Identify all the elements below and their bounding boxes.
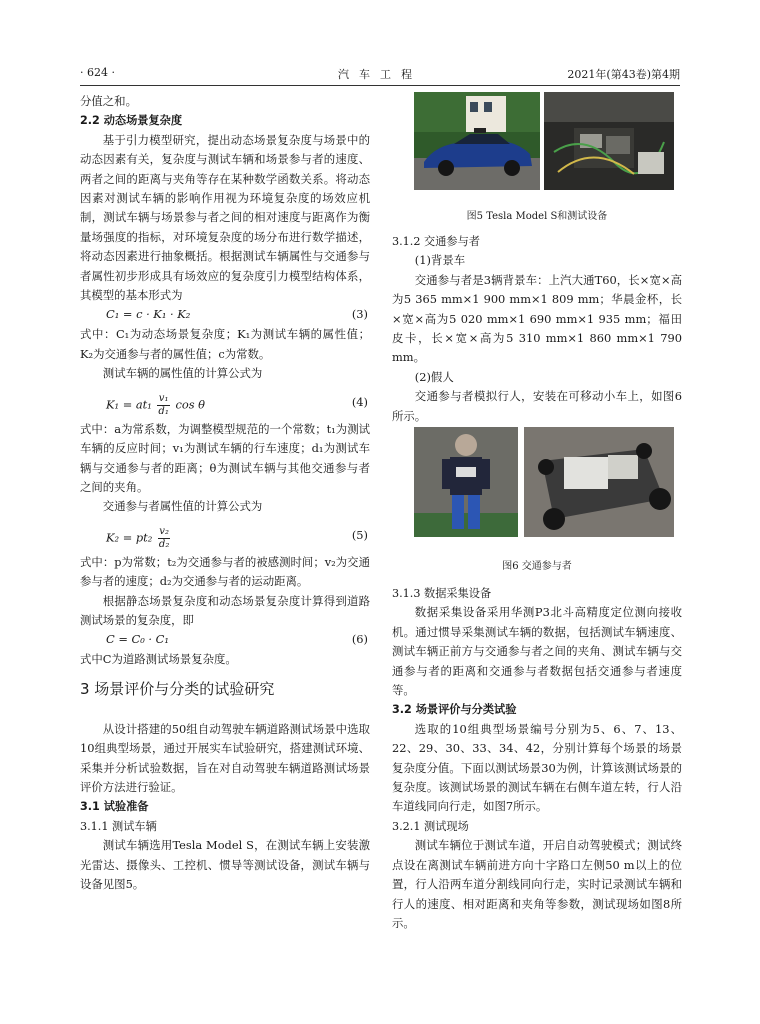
figure-5-equipment-photo — [544, 92, 674, 190]
paragraph: 式中C为道路测试场景复杂度。 — [80, 652, 237, 667]
section-heading-3: 3 场景评价与分类的试验研究 — [80, 679, 275, 698]
numerator: v₁ — [158, 392, 169, 404]
equation-formula — [106, 526, 172, 551]
movable-cart-image — [524, 427, 674, 537]
header-rule — [80, 85, 680, 86]
equation-number: (3) — [351, 307, 368, 322]
equation-number: (5) — [351, 527, 368, 542]
paragraph: 从设计搭建的50组自动驾驶车辆道路测试场景中选取10组典型场景，通过开展实车试验研究，搭建测试环境、采集并分析试验数据，旨在对自动驾驶车辆道路测试场景评价方法进行验证。 — [80, 721, 370, 794]
paragraph: 选取的10组典型场景编号分别为5、6、7、13、22、29、30、33、34、42，分别计算每个场景的场景复杂度分值。下面以测试场景30为例，计算该测试场景的复杂度。该测试场景的测试车辆在右侧车道左转，行人沿车道线同向行走，如图7所示。 — [392, 721, 682, 814]
paragraph: 交通参与者是3辆背景车：上汽大通T60，长×宽×高为5 365 mm×1 900 mm×1 809 mm；华晨金杯，长×宽×高为5 020 mm×1 690 mm×1 935 mm；福田皮卡，长×宽×高为5 310 mm×1 860 mm×1 790 mm。 — [392, 272, 682, 365]
subheading: (2)假人 — [414, 369, 454, 384]
issue-info: 2021年(第43卷)第4期 — [567, 68, 680, 81]
section-heading-2-2: 2.2 动态场景复杂度 — [80, 114, 183, 128]
tesla-car-image — [414, 92, 540, 190]
paragraph: 测试车辆的属性值的计算公式为 — [102, 366, 263, 381]
left-column — [80, 92, 370, 894]
fraction — [158, 526, 170, 551]
equation-5 — [80, 517, 370, 553]
equation-lhs: K₂ = pt₂ — [106, 530, 153, 545]
pedestrian-dummy-image — [414, 427, 518, 537]
equation-6 — [80, 630, 370, 650]
section-heading-3-1: 3.1 试验准备 — [80, 800, 149, 814]
paragraph: 式中：C₁为动态场景复杂度；K₁为测试车辆的属性值；K₂为交通参与者的属性值；c为常数。 — [80, 327, 370, 361]
section-heading-3-2: 3.2 场景评价与分类试验 — [392, 703, 517, 717]
equation-formula: C = C₀ · C₁ — [106, 632, 169, 647]
denominator: d₁ — [158, 405, 169, 417]
paragraph: 交通参与者模拟行人，安装在可移动小车上，如图6所示。 — [392, 389, 682, 423]
paragraph: 数据采集设备采用华测P3北斗高精度定位测向接收机。通过惯导采集测试车辆的数据，包括测试车辆速度、测试车辆正前方与交通参与者之间的夹角、测试车辆与交通参与者的距离和交通参与者数据包括交通参与者速度等。 — [392, 605, 682, 698]
figure-6-caption: 图6 交通参与者 — [502, 561, 572, 572]
paragraph: 式中：p为常数；t₂为交通参与者的被感测时间；v₂为交通参与者的速度；d₂为交通参与者的运动距离。 — [80, 554, 370, 589]
section-heading-3-1-3: 3.1.3 数据采集设备 — [392, 587, 492, 600]
section-heading-3-2-1: 3.2.1 测试现场 — [392, 819, 469, 833]
equation-3 — [80, 305, 370, 325]
equation-formula: C₁ = c · K₁ · K₂ — [106, 307, 191, 322]
numerator: v₂ — [159, 525, 169, 537]
paragraph: 式中：a为常系数，为调整模型规范的一个常数；t₁为测试车辆的反应时间；v₁为测试车辆的行车速度；d₁为测试车辆与交通参与者的距离；θ为测试车辆与其他交通参与者之间的夹角。 — [80, 421, 370, 494]
equation-4 — [80, 384, 370, 420]
paragraph: 根据静态场景复杂度和动态场景复杂度计算得到道路测试场景的复杂度，即 — [80, 593, 370, 627]
equation-formula — [106, 393, 205, 418]
right-column-top — [392, 232, 682, 426]
paragraph: 测试车辆选用Tesla Model S，在测试车辆上安装激光雷达、摄像头、工控机、惯导等测试设备，测试车辆与设备见图5。 — [80, 838, 370, 891]
figure-6-dummy-photo — [414, 427, 518, 537]
page-number: · 624 · — [80, 66, 115, 79]
subheading: (1)背景车 — [414, 253, 466, 268]
paragraph: 交通参与者属性值的计算公式为 — [102, 499, 263, 514]
figure-6-cart-photo — [524, 427, 674, 537]
fraction — [157, 393, 169, 418]
paragraph: 基于引力模型研究，提出动态场景复杂度与场景中的动态因素有关，复杂度与测试车辆和场景参与者的速度、两者之间的距离与夹角等存在某种数学函数关系。将动态因素对测试车辆的影响作用视为环境复杂度的场效应机制，测试车辆与场景参与者之间的相对速度与距离作为衡量场强度的指标，对环境复杂度的场分布进行数学描述，将动态因素进行抽象概括。根据测试车辆属性与交通参与者属性初步形成具有场效应的复杂度引力模型结构体系，其模型的基本形式为 — [80, 132, 370, 303]
figure-5-tesla-photo — [414, 92, 540, 190]
paragraph: 分值之和。 — [80, 94, 137, 108]
right-column-bottom — [392, 584, 682, 933]
section-heading-3-1-2: 3.1.2 交通参与者 — [392, 235, 480, 248]
equation-number: (4) — [351, 394, 368, 409]
test-equipment-image — [544, 92, 674, 190]
journal-name: 汽车工程 — [338, 68, 422, 81]
figure-5-caption: 图5 Tesla Model S和测试设备 — [466, 211, 608, 222]
denominator: d₂ — [158, 538, 170, 550]
equation-number: (6) — [351, 632, 368, 647]
page-header — [80, 66, 680, 84]
equation-lhs: K₁ = at₁ — [106, 397, 152, 412]
section-heading-3-1-1: 3.1.1 测试车辆 — [80, 819, 157, 833]
equation-rhs: cos θ — [175, 397, 206, 412]
paragraph: 测试车辆位于测试车道，开启自动驾驶模式；测试终点设在离测试车辆前进方向十字路口左侧50 m以上的位置，行人沿两车道分割线同向行走，实时记录测试车辆和行人的速度、相对距离和夹角等参数，测试现场如图8所示。 — [392, 838, 682, 930]
